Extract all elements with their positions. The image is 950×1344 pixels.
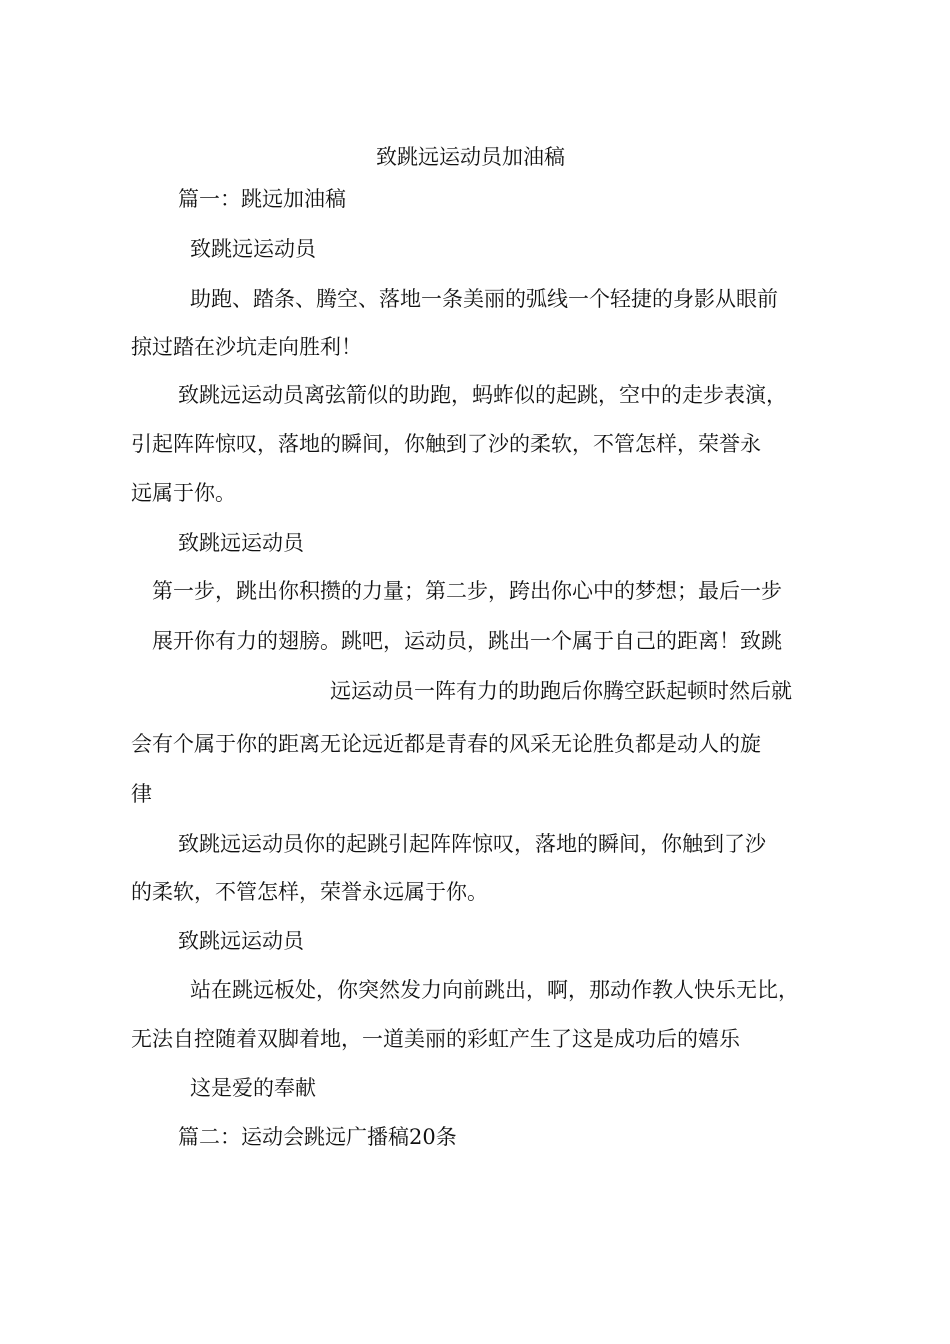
paragraph-line: 第一步，跳出你积攒的力量；第二步，跨出你心中的梦想；最后一步 bbox=[152, 579, 782, 603]
subheading: 致跳远运动员 bbox=[190, 237, 316, 261]
paragraph-line: 站在跳远板处，你突然发力向前跳出，啊，那动作教人快乐无比， bbox=[190, 978, 799, 1002]
paragraph-line: 致跳远运动员离弦箭似的助跑，蚂蚱似的起跳，空中的走步表演， bbox=[178, 383, 787, 407]
paragraph-line: 展开你有力的翅膀。跳吧，运动员，跳出一个属于自己的距离！致跳 bbox=[152, 629, 782, 653]
paragraph-line: 无法自控随着双脚着地，一道美丽的彩虹产生了这是成功后的嬉乐 bbox=[131, 1027, 740, 1051]
paragraph-line: 远属于你。 bbox=[131, 481, 236, 505]
paragraph-line: 会有个属于你的距离无论远近都是青春的风采无论胜负都是动人的旋 bbox=[131, 732, 761, 756]
paragraph-line: 的柔软，不管怎样，荣誉永远属于你。 bbox=[131, 880, 488, 904]
paragraph-line: 掠过踏在沙坑走向胜利！ bbox=[131, 335, 362, 359]
paragraph-line: 致跳远运动员你的起跳引起阵阵惊叹，落地的瞬间，你触到了沙 bbox=[178, 832, 766, 856]
section-heading-2: 篇二：运动会跳远广播稿20条 bbox=[178, 1125, 457, 1149]
subheading: 致跳远运动员 bbox=[178, 929, 304, 953]
subheading: 致跳远运动员 bbox=[178, 531, 304, 555]
paragraph-line: 助跑、踏条、腾空、落地一条美丽的弧线一个轻捷的身影从眼前 bbox=[190, 287, 778, 311]
paragraph-line: 律 bbox=[131, 782, 152, 806]
paragraph-line: 这是爱的奉献 bbox=[190, 1076, 316, 1100]
paragraph-line: 远运动员一阵有力的助跑后你腾空跃起顿时然后就 bbox=[330, 679, 792, 703]
paragraph-line: 引起阵阵惊叹，落地的瞬间，你触到了沙的柔软，不管怎样，荣誉永 bbox=[131, 432, 761, 456]
page-title: 致跳远运动员加油稿 bbox=[376, 145, 565, 169]
section-heading-1: 篇一：跳远加油稿 bbox=[178, 187, 346, 211]
